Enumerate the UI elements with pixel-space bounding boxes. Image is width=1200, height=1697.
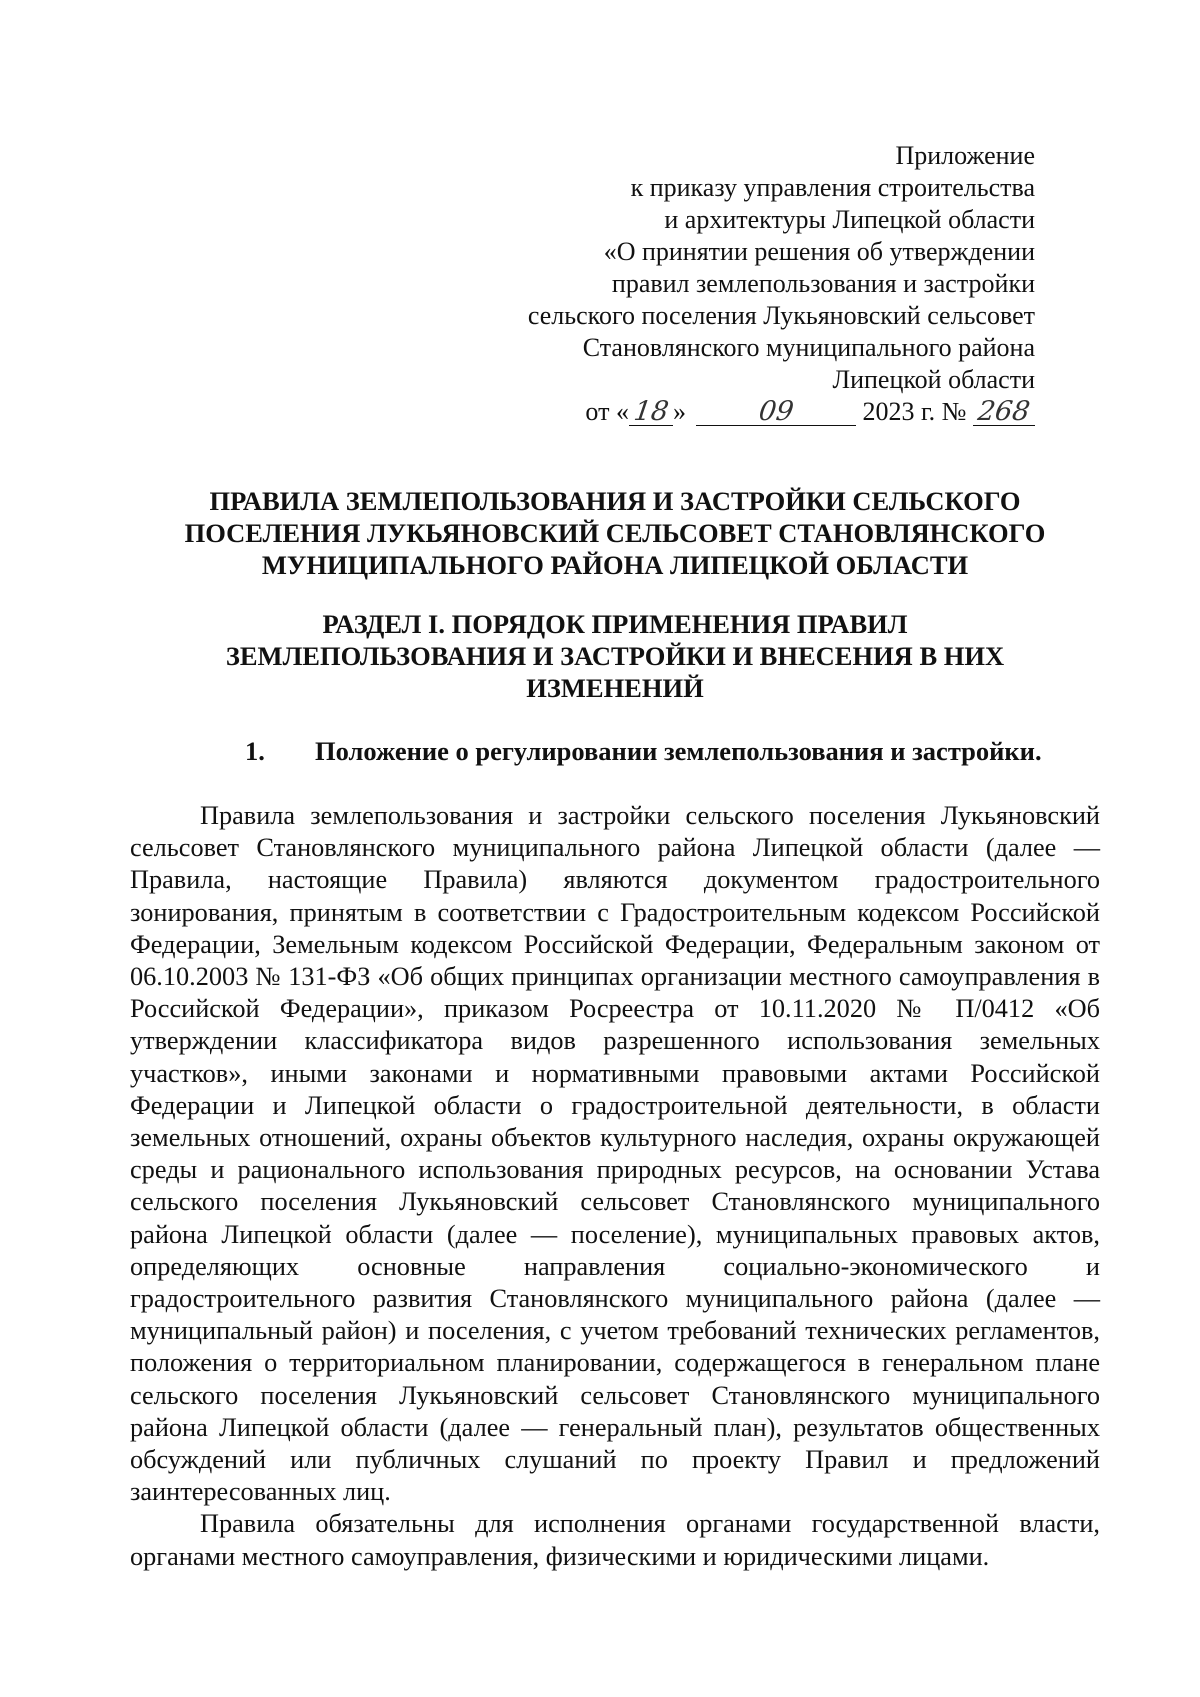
paragraph: Правила землепользования и застройки сельского поселения Лукьяновский сельсовет Становлянского муниципального района Липецкой области (далее — Правила, настоящие Правила) являются документом градостроительного зонирования, принятым в соответствии с Градостроительным кодексом Российской Федерации, Земельным кодексом Российской Федерации, Федеральным законом от 06.10.2003 № 131-ФЗ «Об общих принципах организации местного самоуправления в Российской Федерации», приказом Росреестра от 10.11.2020 № П/0412 «Об утверждении классификатора видов разрешенного использования земельных участков», иными законами и нормативными правовыми актами Российской Федерации и Липецкой области о градостроительной деятельности, в области земельных отношений, охраны объектов культурного наследия, охраны окружающей среды и рационального использования природных ресурсов, на основании Устава сельского поселения Лукьяновский сельсовет Становлянского муниципального района Липецкой области (далее — поселение), муниципальных правовых актов, определяющих основные направления социально-экономического и градостроительного развития Становлянского муниципального района (далее — муниципальный район) и поселения, с учетом требований технических регламентов, положения о территориальном планировании, содержащегося в генеральном плане сельского поселения Лукьяновский сельсовет Становлянского муниципального района Липецкой области (далее — генеральный план), результатов общественных обсуждений или публичных слушаний по проекту Правил и предложений заинтересованных лиц. [130,801,1100,1507]
subsection-heading [245,735,1042,767]
order-mid: » [672,397,686,426]
document-title [130,485,1100,581]
order-date-line [435,396,1035,428]
subsection-title: Положение о регулировании землепользования и застройки. [315,736,1042,766]
appendix-line: Липецкой области [832,365,1035,394]
title-line: МУНИЦИПАЛЬНОГО РАЙОНА ЛИПЕЦКОЙ ОБЛАСТИ [261,550,969,580]
section-title [190,608,1040,704]
appendix-line: Приложение [895,141,1035,170]
appendix-line: Становлянского муниципального района [582,333,1035,362]
section-line: ЗЕМЛЕПОЛЬЗОВАНИЯ И ЗАСТРОЙКИ И ВНЕСЕНИЯ В НИХ [225,641,1005,671]
appendix-line: правил землепользования и застройки [611,269,1035,298]
section-line: ИЗМЕНЕНИЙ [526,673,704,703]
order-day: 18 [631,396,671,427]
section-line: РАЗДЕЛ I. ПОРЯДОК ПРИМЕНЕНИЯ ПРАВИЛ [322,609,908,639]
order-year: 2023 г. № [862,397,967,426]
appendix-line: и архитектуры Липецкой области [664,205,1035,234]
order-number: 268 [976,396,1033,427]
body-text [130,800,1100,1573]
appendix-line: «О принятии решения об утверждении [603,237,1035,266]
handwritten-day [629,396,673,427]
appendix-line: сельского поселения Лукьяновский сельсовет [527,301,1035,330]
title-line: ПРАВИЛА ЗЕМЛЕПОЛЬЗОВАНИЯ И ЗАСТРОЙКИ СЕЛЬСКОГО [209,486,1021,516]
handwritten-number [973,396,1035,427]
subsection-number: 1. [245,736,265,766]
title-line: ПОСЕЛЕНИЯ ЛУКЬЯНОВСКИЙ СЕЛЬСОВЕТ СТАНОВЛЯНСКОГО [184,518,1046,548]
appendix-line: к приказу управления строительства [630,173,1035,202]
appendix-block [435,140,1035,428]
order-prefix: от « [585,397,629,426]
order-month: 09 [756,396,796,427]
handwritten-month [696,396,856,427]
paragraph: Правила обязательны для исполнения органами государственной власти, органами местного самоуправления, физическими и юридическими лицами. [130,1509,1100,1571]
